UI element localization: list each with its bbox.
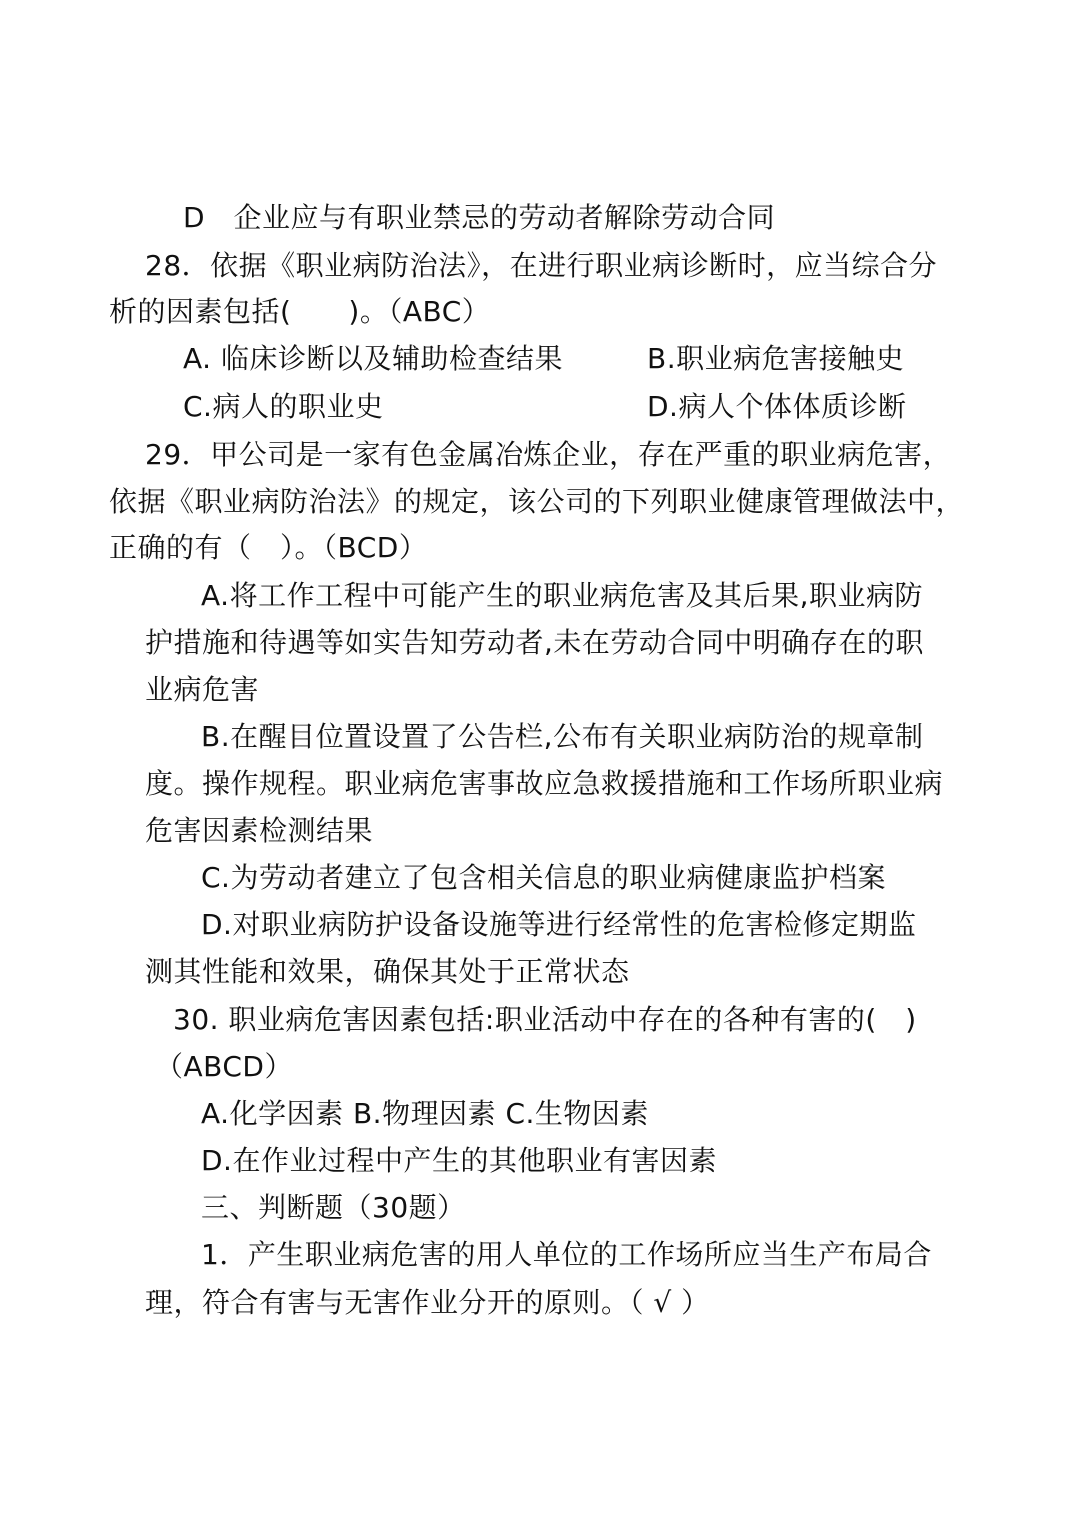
q29-option-a-line-3: 业病危害 [145,673,260,706]
q29-option-b-line-3: 危害因素检测结果 [145,814,374,847]
q29-option-b-line-1: B.在醒目位置设置了公告栏,公布有关职业病防治的规章制 [201,720,924,753]
tf1-line-2: 理，符合有害与无害作业分开的原则。（ √ ） [145,1286,710,1319]
q27-option-d: D 企业应与有职业禁忌的劳动者解除劳动合同 [183,201,776,234]
q29-option-a-line-2: 护措施和待遇等如实告知劳动者,未在劳动合同中明确存在的职 [145,626,924,659]
q28-option-b: B.职业病危害接触史 [647,342,905,375]
q29-option-d-line-2: 测其性能和效果，确保其处于正常状态 [145,955,630,988]
q28-option-d: D.病人个体体质诊断 [647,390,907,423]
q30-stem-line-1: 30. 职业病危害因素包括:职业活动中存在的各种有害的( ) [173,1003,917,1036]
q28-option-a: A. 临床诊断以及辅助检查结果 [183,342,563,375]
q28-option-c: C.病人的职业史 [183,390,384,423]
q30-option-d: D.在作业过程中产生的其他职业有害因素 [201,1144,717,1177]
q30-stem-line-2: （ABCD） [155,1050,293,1083]
q29-option-d-line-1: D.对职业病防护设备设施等进行经常性的危害检修定期监 [201,908,917,941]
q28-stem-line-2: 析的因素包括( )。（ABC） [109,295,491,328]
q29-stem-line-3: 正确的有（ ）。（BCD） [109,531,428,564]
q29-stem-line-2: 依据《职业病防治法》的规定，该公司的下列职业健康管理做法中， [109,485,965,518]
q29-stem-line-1: 29．甲公司是一家有色金属冶炼企业，存在严重的职业病危害， [145,438,952,471]
q29-option-a-line-1: A.将工作工程中可能产生的职业病危害及其后果,职业病防 [201,579,923,612]
tf1-line-1: 1．产生职业病危害的用人单位的工作场所应当生产布局合 [201,1238,932,1271]
section-heading-true-false: 三、判断题（30题） [201,1191,466,1224]
q30-options-abc: A.化学因素 B.物理因素 C.生物因素 [201,1097,649,1130]
q28-stem-line-1: 28．依据《职业病防治法》，在进行职业病诊断时，应当综合分 [145,249,938,282]
q29-option-b-line-2: 度。操作规程。职业病危害事故应急救援措施和工作场所职业病 [145,767,944,800]
q29-option-c: C.为劳动者建立了包含相关信息的职业病健康监护档案 [201,861,886,894]
